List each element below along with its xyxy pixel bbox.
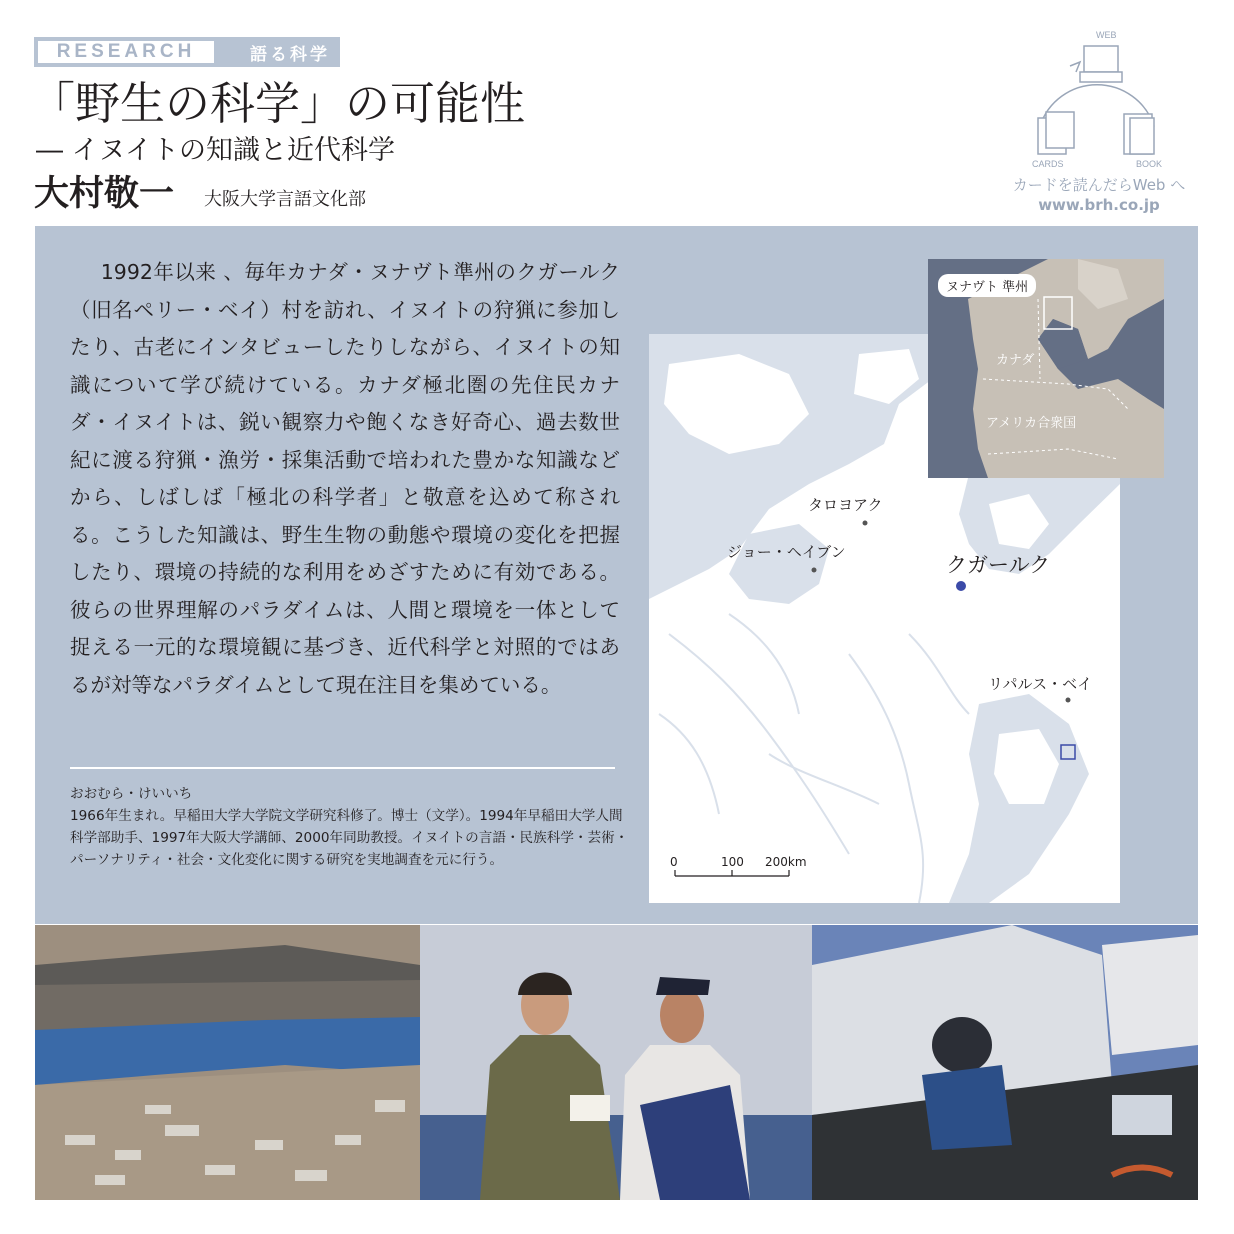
inset-label-canada: カナダ <box>996 353 1035 368</box>
logo-caption[interactable]: カードを読んだらWeb へ <box>1012 176 1186 194</box>
author-bio <box>70 783 630 871</box>
web-cards-book-logo[interactable] <box>1000 26 1200 176</box>
article-body <box>70 254 620 704</box>
aerial-village-photo <box>35 925 420 1200</box>
scale-label-100: 100 <box>721 855 744 869</box>
label-kugaaruk: クガールク <box>946 553 1051 577</box>
gjoa-haven-marker <box>812 568 817 573</box>
article-paragraph: 1992年以来 、毎年カナダ・ヌナヴト準州のクガールク（旧名ペリー・ベイ）村を訪れ、イヌイトの狩猟に参加したり、古老にインタビューしたりしながら、イヌイトの知識について学び続けている。カナダ極北圏の先住民カナダ・イヌイトは、鋭い観察力や飽くなき好奇心、過去数世紀に渡る狩猟・漁労・採集活動で培われた豊かな知識などから、しばしば「極北の科学者」と敬意を込めて称される。こうした知識は、野生生物の動態や環境の変化を把握したり、環境の持続的な利用をめざすために有効である。彼らの世界理解のパラダイムは、人間と環境を一体として捉える一元的な環境観に基づき、近代科学と対照的ではあるが対等なパラダイムとして現在注目を集めている。 <box>70 260 620 697</box>
page-title: 「野生の科学」の可能性 <box>30 77 526 130</box>
logo-url-link[interactable]: www.brh.co.jp <box>1038 196 1160 214</box>
author-affiliation: 大阪大学言語文化部 <box>204 189 366 210</box>
inset-label-nunavut: ヌナヴト 準州 <box>938 274 1036 297</box>
repulse-bay-marker <box>1066 698 1071 703</box>
logo-web-label: WEB <box>1096 30 1117 40</box>
taloyoak-marker <box>863 521 868 526</box>
scale-label-200: 200km <box>765 855 807 869</box>
logo-graphic-icon <box>1000 26 1200 176</box>
inset-map <box>928 259 1164 478</box>
tent-camp-photo <box>812 925 1198 1200</box>
divider <box>70 767 615 769</box>
logo-book-label: BOOK <box>1136 159 1163 169</box>
inset-label-usa: アメリカ合衆国 <box>986 416 1077 431</box>
kugaaruk-marker <box>955 580 967 592</box>
logo-cards-label: CARDS <box>1032 159 1064 169</box>
bio-name-kana: おおむら・けいいち <box>70 786 193 802</box>
category-label: 語る科学 <box>250 44 330 65</box>
author-name: 大村敬一 <box>34 174 175 214</box>
page-subtitle: ― イヌイトの知識と近代科学 <box>36 135 396 166</box>
label-gjoa-haven: ジョー・ヘイブン <box>727 543 846 561</box>
scale-label-0: 0 <box>670 855 678 869</box>
researcher-portrait-photo <box>420 925 812 1200</box>
bio-text: 1966年生まれ。早稲田大学大学院文学研究科修了。博士（文学）。1994年早稲田大学人間科学部助手、1997年大阪大学講師、2000年同助教授。イヌイトの言語・民族科学・芸術・パーソナリティ・社会・文化変化に関する研究を実地調査を元に行う。 <box>70 808 629 868</box>
label-taloyoak: タロヨアク <box>808 496 883 514</box>
research-label: RESEARCH <box>38 41 214 63</box>
section-tag <box>34 37 340 67</box>
label-repulse-bay: リパルス・ベイ <box>988 675 1093 693</box>
